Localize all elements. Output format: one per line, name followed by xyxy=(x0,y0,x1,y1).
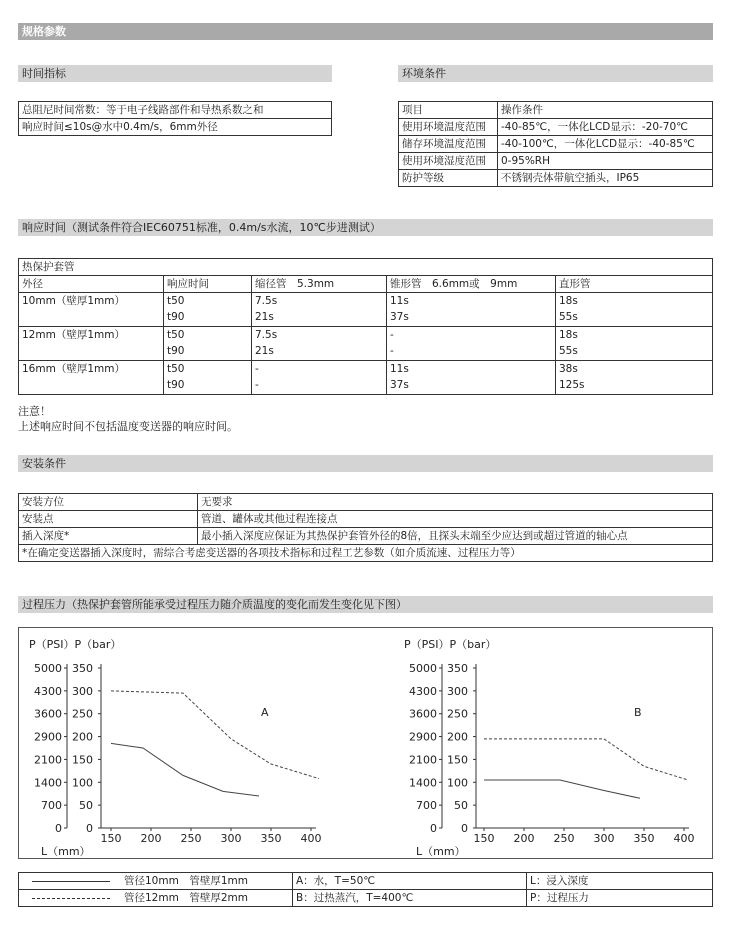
response-cell: 18s 55s xyxy=(556,293,713,327)
legend-b: B：过热蒸汽，T=400℃ xyxy=(293,890,527,907)
chart-y-bar-tick-label: 200 xyxy=(72,730,93,744)
chart-y-bar-tick-label: 250 xyxy=(72,707,93,721)
chart-x-tick-label: 150 xyxy=(473,832,495,845)
response-col-header: 外径 xyxy=(19,276,164,293)
chart-y-psi-tick-label: 700 xyxy=(41,799,62,813)
chart-y-psi-tick-label: 0 xyxy=(430,822,437,835)
chart-y-bar-tick-label: 350 xyxy=(447,662,468,675)
install-cell: 无要求 xyxy=(198,494,713,511)
env-table xyxy=(398,101,713,187)
response-cell: 11s 37s xyxy=(387,361,556,395)
chart-y-psi-tick-label: 2900 xyxy=(34,730,62,744)
chart-y-psi-tick-label: 0 xyxy=(55,822,62,835)
chart-y-psi-tick-label: 2100 xyxy=(34,753,62,767)
response-cell: t50 t90 xyxy=(164,293,252,327)
install-footnote: *在确定变送器插入深度时，需综合考虑变送器的各项技术指标和过程工艺参数（如介质流速、过程压力等） xyxy=(19,545,713,562)
chart-x-tick-label: 200 xyxy=(513,832,535,845)
chart-y-bar-tick-label: 100 xyxy=(72,776,93,790)
response-note: 上述响应时间不包括温度变送器的响应时间。 xyxy=(18,420,238,433)
chart-x-label: L（mm） xyxy=(416,845,466,858)
response-cell: - - xyxy=(252,361,387,395)
env-cell: 防护等级 xyxy=(399,170,498,187)
response-cell: 38s 125s xyxy=(556,361,713,395)
chart-x-tick-label: 400 xyxy=(300,832,322,845)
chart-annotation: A xyxy=(261,706,269,719)
response-cell: 18s 55s xyxy=(556,327,713,361)
pressure-charts xyxy=(19,628,712,858)
response-cell: 16mm（壁厚1mm） xyxy=(19,361,164,395)
env-cell: -40-100℃，一体化LCD显示：-40-85℃ xyxy=(498,136,713,153)
install-cell: 安装方位 xyxy=(19,494,198,511)
chart-y-bar-tick-label: 250 xyxy=(447,707,468,721)
response-cell: 12mm（壁厚1mm） xyxy=(19,327,164,361)
chart-x-tick-label: 300 xyxy=(593,832,615,845)
response-col-header: 缩径管 5.3mm xyxy=(252,276,387,293)
chart-x-label: L（mm） xyxy=(41,845,91,858)
response-col-header: 直形管 xyxy=(556,276,713,293)
env-cell: 储存环境温度范围 xyxy=(399,136,498,153)
legend-dashed: 管径12mm 管壁厚2mm xyxy=(19,890,293,907)
chart-series-solid xyxy=(111,743,259,796)
response-table-title: 热保护套管 xyxy=(19,259,713,276)
time-spec-table xyxy=(18,101,332,136)
chart-y-bar-tick-label: 0 xyxy=(86,822,93,835)
chart-y-psi-tick-label: 1400 xyxy=(409,776,437,790)
legend-l: L：浸入深度 xyxy=(527,873,713,890)
chart-y-bar-tick-label: 50 xyxy=(454,799,468,813)
chart-y-bar-tick-label: 300 xyxy=(72,684,93,698)
chart-y-psi-tick-label: 1400 xyxy=(34,776,62,790)
response-cell: 11s 37s xyxy=(387,293,556,327)
chart-y-label: P（PSI）P（bar） xyxy=(404,638,497,651)
spec-header: 规格参数 xyxy=(18,23,713,40)
pressure-chart-panel xyxy=(18,627,713,859)
env-cell: -40-85℃，一体化LCD显示：-20-70℃ xyxy=(498,119,713,136)
env-cell: 项目 xyxy=(399,102,498,119)
pressure-heading: 过程压力（热保护套管所能承受过程压力随介质温度的变化而发生变化见下图） xyxy=(18,596,713,613)
response-cell: t50 t90 xyxy=(164,361,252,395)
chart-x-tick-label: 300 xyxy=(220,832,242,845)
install-table xyxy=(18,493,713,562)
chart-y-psi-tick-label: 2900 xyxy=(409,730,437,744)
chart-y-label: P（PSI）P（bar） xyxy=(29,638,122,651)
env-cell: 使用环境湿度范围 xyxy=(399,153,498,170)
chart-y-bar-tick-label: 150 xyxy=(72,753,93,767)
env-cell: 操作条件 xyxy=(498,102,713,119)
response-col-header: 响应时间 xyxy=(164,276,252,293)
chart-x-tick-label: 200 xyxy=(140,832,162,845)
env-heading: 环境条件 xyxy=(398,65,713,82)
env-cell: 不锈钢壳体带航空插头，IP65 xyxy=(498,170,713,187)
install-cell: 插入深度* xyxy=(19,528,198,545)
response-table xyxy=(18,258,713,395)
install-cell: 最小插入深度应保证为其热保护套管外径的8倍，且探头末端至少应达到或超过管道的轴心点 xyxy=(198,528,713,545)
time-spec-row: 总阻尼时间常数：等于电子线路部件和导热系数之和 xyxy=(19,102,332,119)
install-cell: 安装点 xyxy=(19,511,198,528)
chart-y-bar-tick-label: 200 xyxy=(447,730,468,744)
chart-annotation: B xyxy=(634,706,642,719)
chart-x-tick-label: 350 xyxy=(633,832,655,845)
legend-table xyxy=(18,872,713,907)
legend-a: A：水，T=50℃ xyxy=(293,873,527,890)
chart-series-solid xyxy=(484,780,640,798)
chart-series-dashed xyxy=(111,691,319,779)
response-cell: 7.5s 21s xyxy=(252,293,387,327)
chart-y-bar-tick-label: 100 xyxy=(447,776,468,790)
env-cell: 使用环境温度范围 xyxy=(399,119,498,136)
response-note-title: 注意！ xyxy=(18,405,51,418)
chart-x-tick-label: 150 xyxy=(100,832,122,845)
chart-y-bar-tick-label: 350 xyxy=(72,662,93,675)
install-cell: 管道、罐体或其他过程连接点 xyxy=(198,511,713,528)
chart-y-psi-tick-label: 4300 xyxy=(409,684,437,698)
chart-x-tick-label: 400 xyxy=(673,832,695,845)
chart-y-psi-tick-label: 3600 xyxy=(34,707,62,721)
response-cell: 10mm（壁厚1mm） xyxy=(19,293,164,327)
response-cell: t50 t90 xyxy=(164,327,252,361)
chart-y-psi-tick-label: 5000 xyxy=(34,662,62,675)
chart-y-psi-tick-label: 3600 xyxy=(409,707,437,721)
response-cell: - - xyxy=(387,327,556,361)
time-spec-row: 响应时间≤10s@水中0.4m/s，6mm外径 xyxy=(19,119,332,136)
response-col-header: 锥形管 6.6mm或 9mm xyxy=(387,276,556,293)
chart-x-tick-label: 350 xyxy=(260,832,282,845)
chart-y-bar-tick-label: 150 xyxy=(447,753,468,767)
install-heading: 安装条件 xyxy=(18,455,713,472)
chart-x-tick-label: 250 xyxy=(553,832,575,845)
legend-p: P：过程压力 xyxy=(527,890,713,907)
chart-y-bar-tick-label: 300 xyxy=(447,684,468,698)
chart-series-dashed xyxy=(484,739,688,780)
env-cell: 0-95%RH xyxy=(498,153,713,170)
chart-x-tick-label: 250 xyxy=(180,832,202,845)
time-spec-heading: 时间指标 xyxy=(18,65,332,82)
chart-y-psi-tick-label: 5000 xyxy=(409,662,437,675)
chart-y-psi-tick-label: 700 xyxy=(416,799,437,813)
chart-y-bar-tick-label: 0 xyxy=(461,822,468,835)
chart-y-bar-tick-label: 50 xyxy=(79,799,93,813)
chart-y-psi-tick-label: 4300 xyxy=(34,684,62,698)
chart-y-psi-tick-label: 2100 xyxy=(409,753,437,767)
response-cell: 7.5s 21s xyxy=(252,327,387,361)
legend-solid: 管径10mm 管壁厚1mm xyxy=(19,873,293,890)
response-heading: 响应时间（测试条件符合IEC60751标准，0.4m/s水流，10℃步进测试） xyxy=(18,219,713,236)
